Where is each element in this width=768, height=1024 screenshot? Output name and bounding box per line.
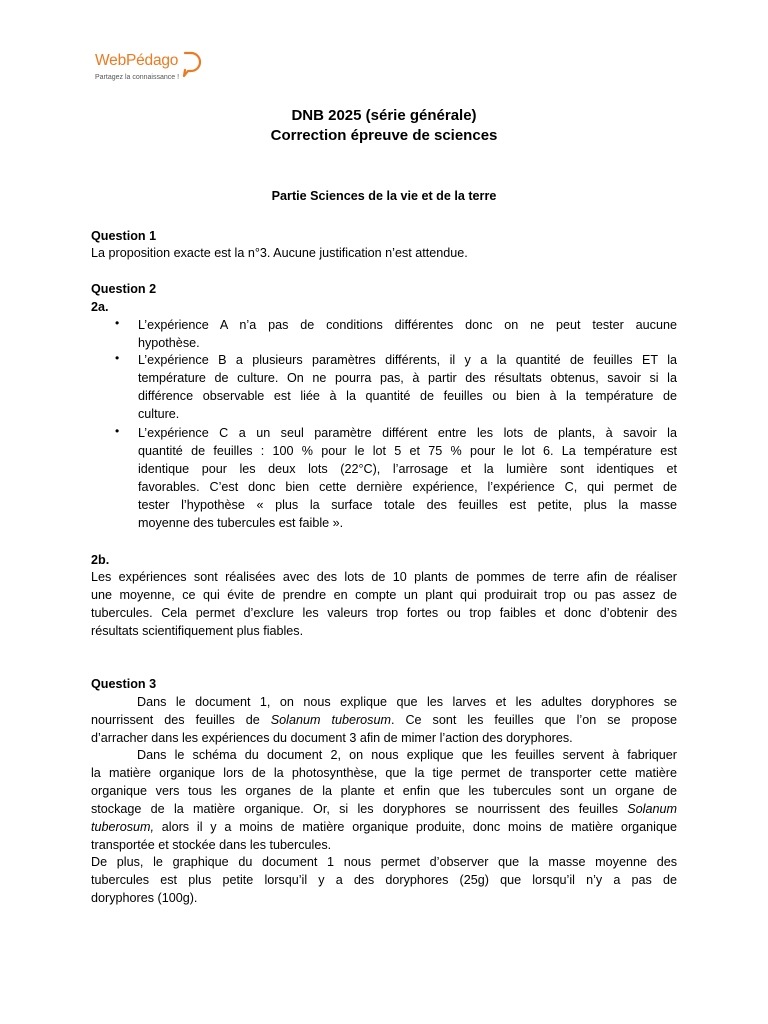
bullet-3-line: quantité de feuilles : 100 % pour le lot 5 et 75 % pour le lot 6. La température est <box>138 444 677 458</box>
bullet-1-line: hypothèse. <box>138 336 200 350</box>
bullet-3-line: tester l’hypothèse « plus la surface totale des feuilles est petite, plus la masse <box>138 498 677 512</box>
bullet-3-line: L’expérience C a un seul paramètre différent entre les lots de plants, à savoir la <box>138 426 677 440</box>
question-2a-label: 2a. <box>91 300 109 314</box>
question-2b-line: Les expériences sont réalisées avec des lots de 10 plants de pommes de terre afin de réaliser <box>91 570 677 584</box>
webpedago-logo[interactable] <box>95 50 205 90</box>
bullet-3-line: identique pour les deux lots (22°C), l’arrosage et la lumière sont identiques et <box>138 462 677 476</box>
text-span: nourrissent des feuilles de <box>91 713 271 727</box>
text-span: . Ce sont les feuilles que l’on se propose <box>390 713 677 727</box>
document-subtitle: Correction épreuve de sciences <box>270 127 498 144</box>
question-3-line: Dans le schéma du document 2, on nous explique que les feuilles servent à fabriquer <box>137 748 677 762</box>
question-2b-line: une moyenne, ce qui évite de prendre en compte un plant qui produirait trop ou pas assez de <box>91 588 677 602</box>
question-3-line: Dans le document 1, on nous explique que les larves et les adultes doryphores se <box>137 695 677 709</box>
bullet-2-line: température de culture. On ne pourra pas, à partir des résultats obtenus, savoir si la <box>138 371 677 385</box>
question-3-line: la matière organique lors de la photosynthèse, que la tige permet de transporter cette matière <box>91 766 677 780</box>
bullet-icon: • <box>115 424 120 438</box>
question-2b-line: résultats scientifiquement plus fiables. <box>91 624 304 638</box>
question-3-heading: Question 3 <box>91 677 157 691</box>
bullet-3-line: favorables. C’est donc bien cette dernière expérience, l’expérience C, qui permet de <box>138 480 677 494</box>
section-heading: Partie Sciences de la vie et de la terre <box>271 189 497 203</box>
text-span: alors il y a moins de matière organique produite, donc moins de matière organique <box>154 820 677 834</box>
question-3-line <box>91 711 677 729</box>
question-1-answer: La proposition exacte est la n°3. Aucune justification n’est attendue. <box>91 246 468 260</box>
question-3-line: doryphores (100g). <box>91 891 198 905</box>
question-3-line <box>91 800 677 818</box>
species-name: tuberosum, <box>91 820 154 834</box>
question-3-line: De plus, le graphique du document 1 nous permet d’observer que la masse moyenne des <box>91 855 677 869</box>
question-2b-line: tubercules. Cela permet d’exclure les valeurs trop fortes ou trop faibles et donc d’obtenir des <box>91 606 677 620</box>
question-1-heading: Question 1 <box>91 229 157 243</box>
logo-tagline: Partagez la connaissance ! <box>95 74 180 81</box>
bullet-2-line: culture. <box>138 407 180 421</box>
bullet-icon: • <box>115 316 120 330</box>
question-3-line: transportée et stockée dans les tubercules. <box>91 838 332 852</box>
question-3-line <box>91 818 677 836</box>
question-2-heading: Question 2 <box>91 282 157 296</box>
bullet-2-line: différence observable est liée à la quantité de feuilles ou bien à la température de <box>138 389 677 403</box>
bullet-1-line: L’expérience A n’a pas de conditions différentes donc on ne peut tester aucune <box>138 318 677 332</box>
question-3-line: organique vers tous les organes de la plante et enfin que les tubercules sont un organe de <box>91 784 677 798</box>
species-name: Solanum tuberosum <box>270 713 391 727</box>
question-3-line: d’arracher dans les expériences du document 3 afin de mimer l’action des doryphores. <box>91 731 573 745</box>
question-2b-label: 2b. <box>91 553 110 567</box>
speech-bubble-icon <box>179 50 203 78</box>
question-3-line: tubercules est plus petite lorsqu’il y a des doryphores (25g) que lorsqu’il n’y a pas de <box>91 873 677 887</box>
logo-wordmark: WebPédago <box>95 52 179 69</box>
bullet-3-line: moyenne des tubercules est faible ». <box>138 516 344 530</box>
document-title: DNB 2025 (série générale) <box>291 107 477 124</box>
text-span: stockage de la matière organique. Or, si les doryphores se nourrissent des feuilles <box>91 802 628 816</box>
bullet-2-line: L’expérience B a plusieurs paramètres différents, il y a la quantité de feuilles ET la <box>138 353 677 367</box>
bullet-icon: • <box>115 351 120 365</box>
species-name: Solanum <box>627 802 677 816</box>
